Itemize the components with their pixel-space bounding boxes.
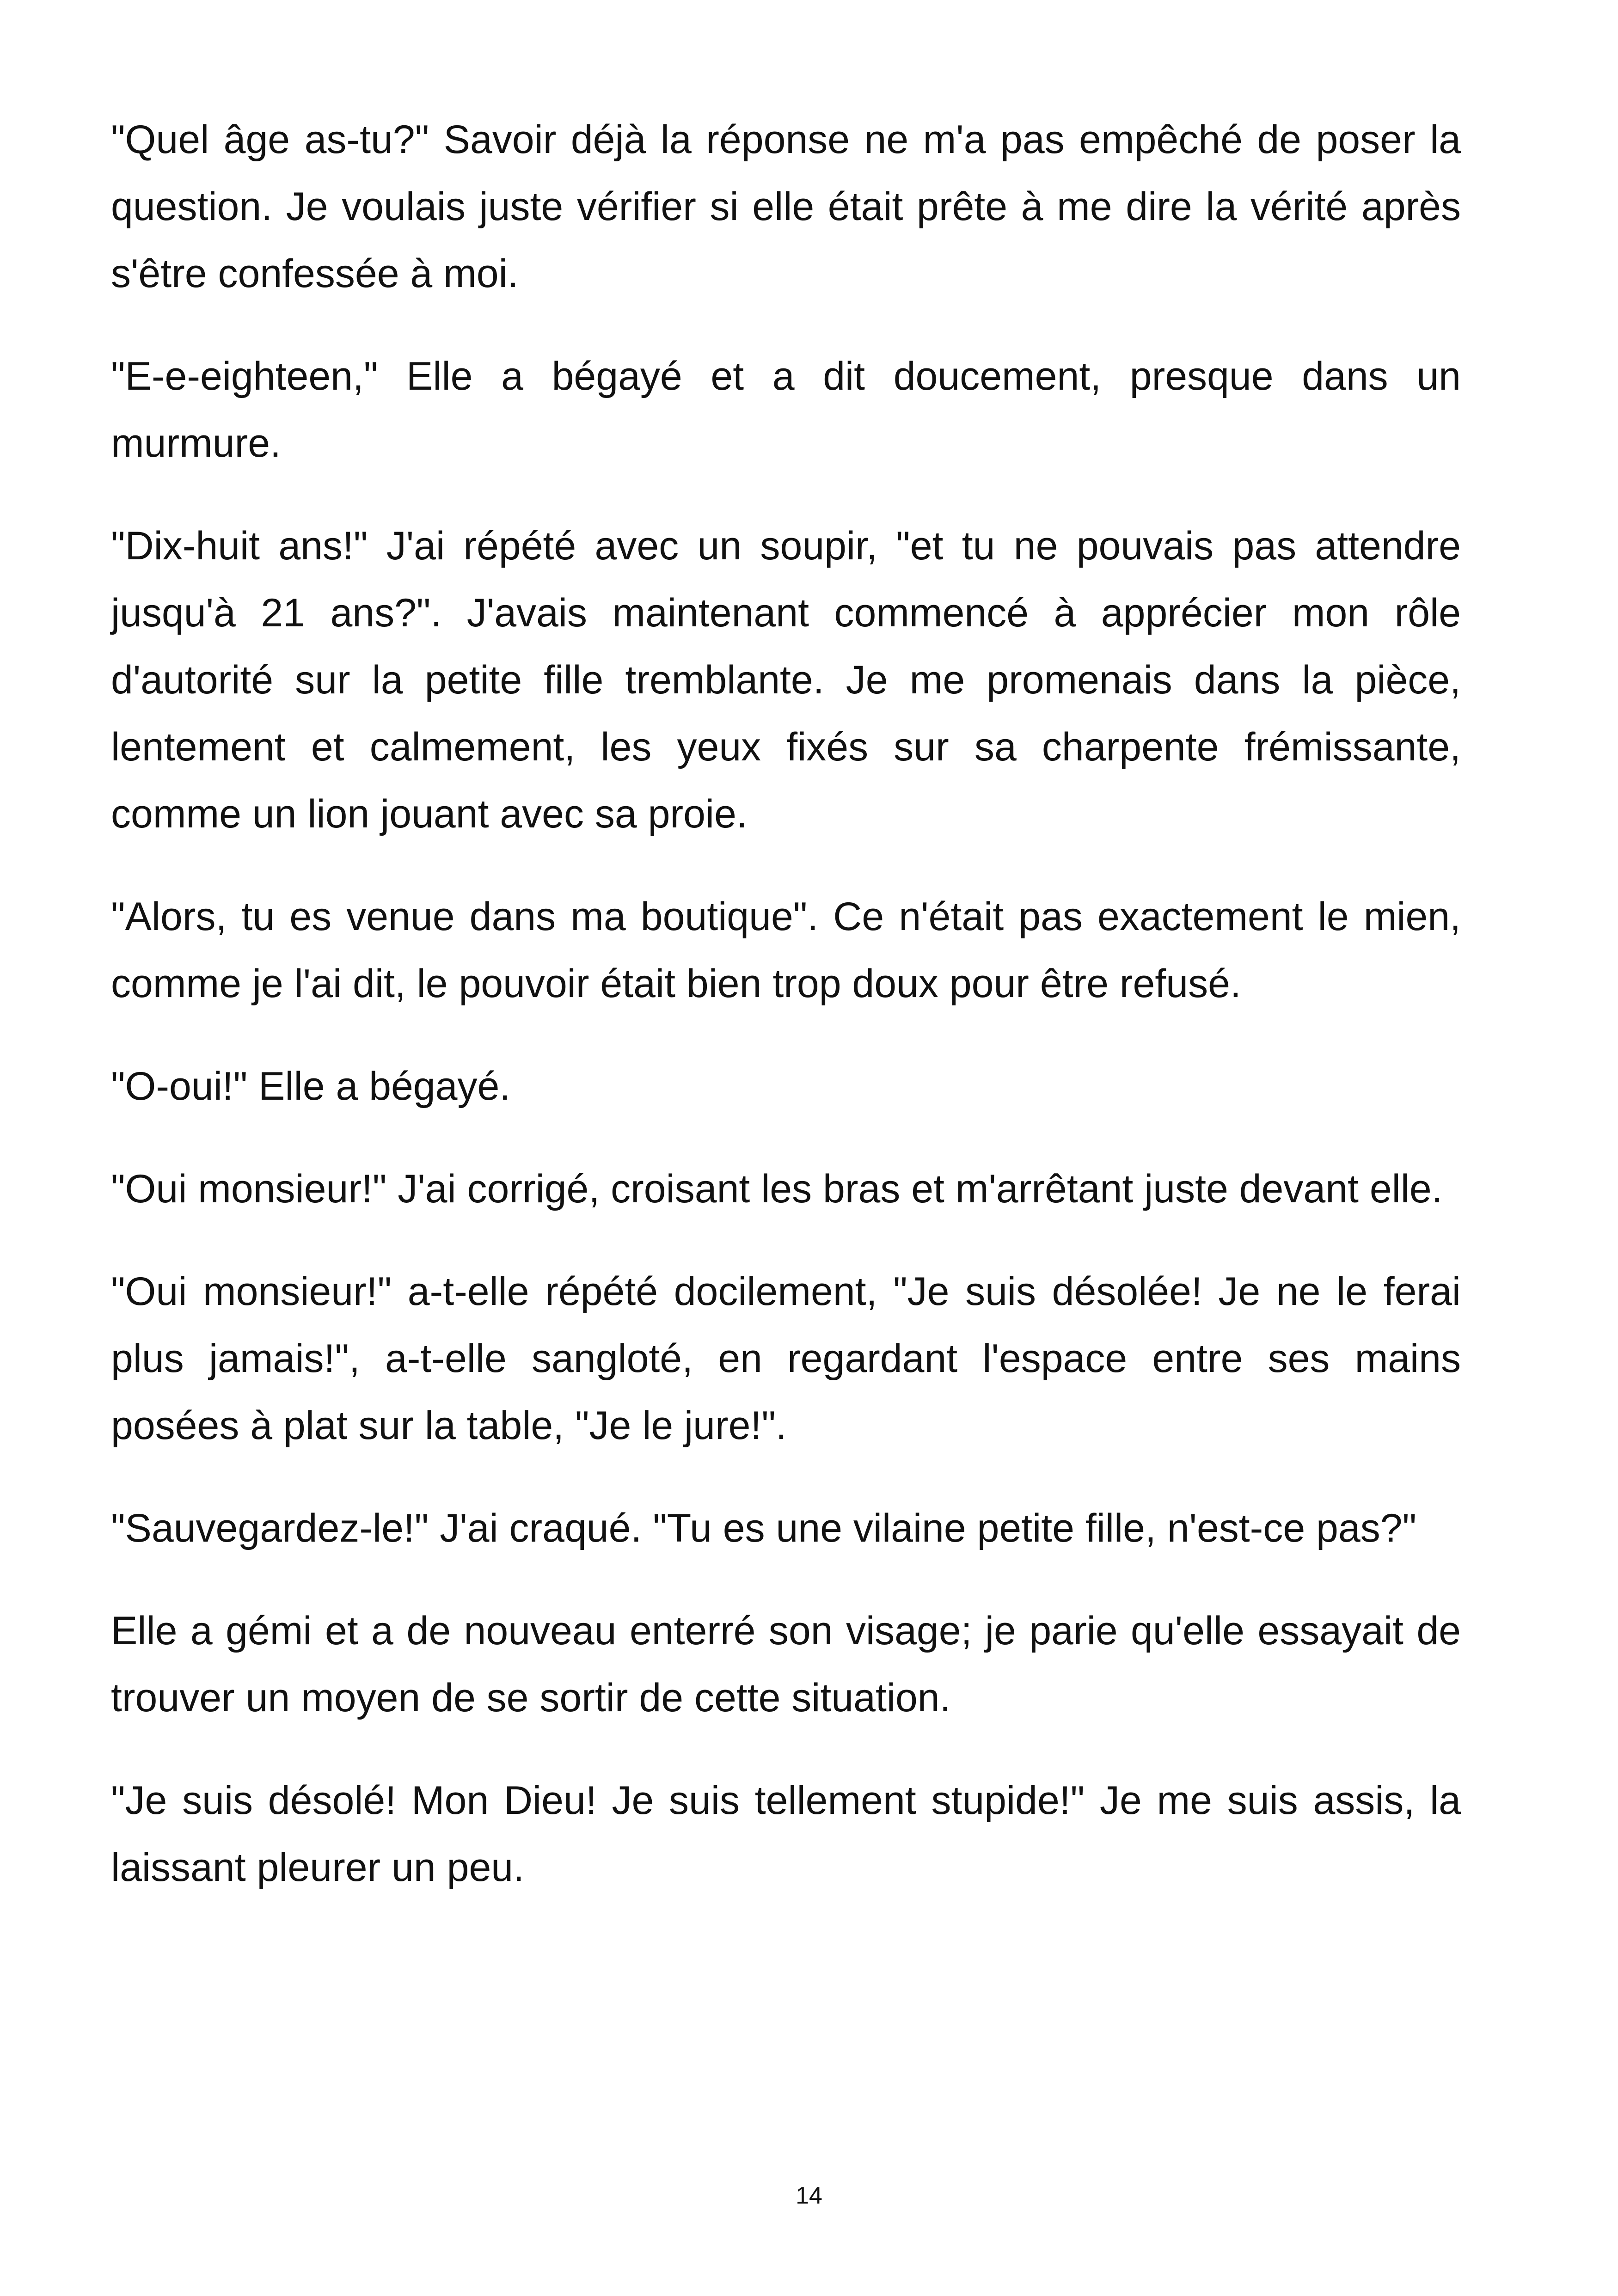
paragraph: "Dix-huit ans!" J'ai répété avec un soupir, "et tu ne pouvais pas attendre jusqu'à 21 ans?". J'avais maintenant commencé à apprécier mon rôle d'autorité sur la petite fille tremblante. Je me promenais dans la pièce, lentement et calmement, les yeux fixés sur sa charpente frémissante, comme un lion jouant avec sa proie. <box>111 524 1461 836</box>
paragraph: "O-oui!" Elle a bégayé. <box>111 1064 511 1108</box>
paragraph: "Je suis désolé! Mon Dieu! Je suis tellement stupide!" Je me suis assis, la laissant pleurer un peu. <box>111 1778 1461 1890</box>
paragraph: "Sauvegardez-le!" J'ai craqué. "Tu es une vilaine petite fille, n'est-ce pas?" <box>111 1506 1417 1550</box>
body-text <box>111 106 1461 1937</box>
page-number: 14 <box>796 2182 822 2209</box>
paragraph: Elle a gémi et a de nouveau enterré son visage; je parie qu'elle essayait de trouver un moyen de se sortir de cette situation. <box>111 1609 1461 1720</box>
paragraph: "Oui monsieur!" J'ai corrigé, croisant les bras et m'arrêtant juste devant elle. <box>111 1167 1443 1211</box>
paragraph: "Quel âge as-tu?" Savoir déjà la réponse ne m'a pas empêché de poser la question. Je voulais juste vérifier si elle était prête à me dire la vérité après s'être confessée à moi. <box>111 117 1461 296</box>
paragraph: "Alors, tu es venue dans ma boutique". Ce n'était pas exactement le mien, comme je l'ai dit, le pouvoir était bien trop doux pour être refusé. <box>111 894 1461 1006</box>
paragraph: "Oui monsieur!" a-t-elle répété docilement, "Je suis désolée! Je ne le ferai plus jamais!", a-t-elle sangloté, en regardant l'espace entre ses mains posées à plat sur la table, "Je le jure!". <box>111 1269 1461 1448</box>
paragraph: "E-e-eighteen," Elle a bégayé et a dit doucement, presque dans un murmure. <box>111 354 1461 465</box>
